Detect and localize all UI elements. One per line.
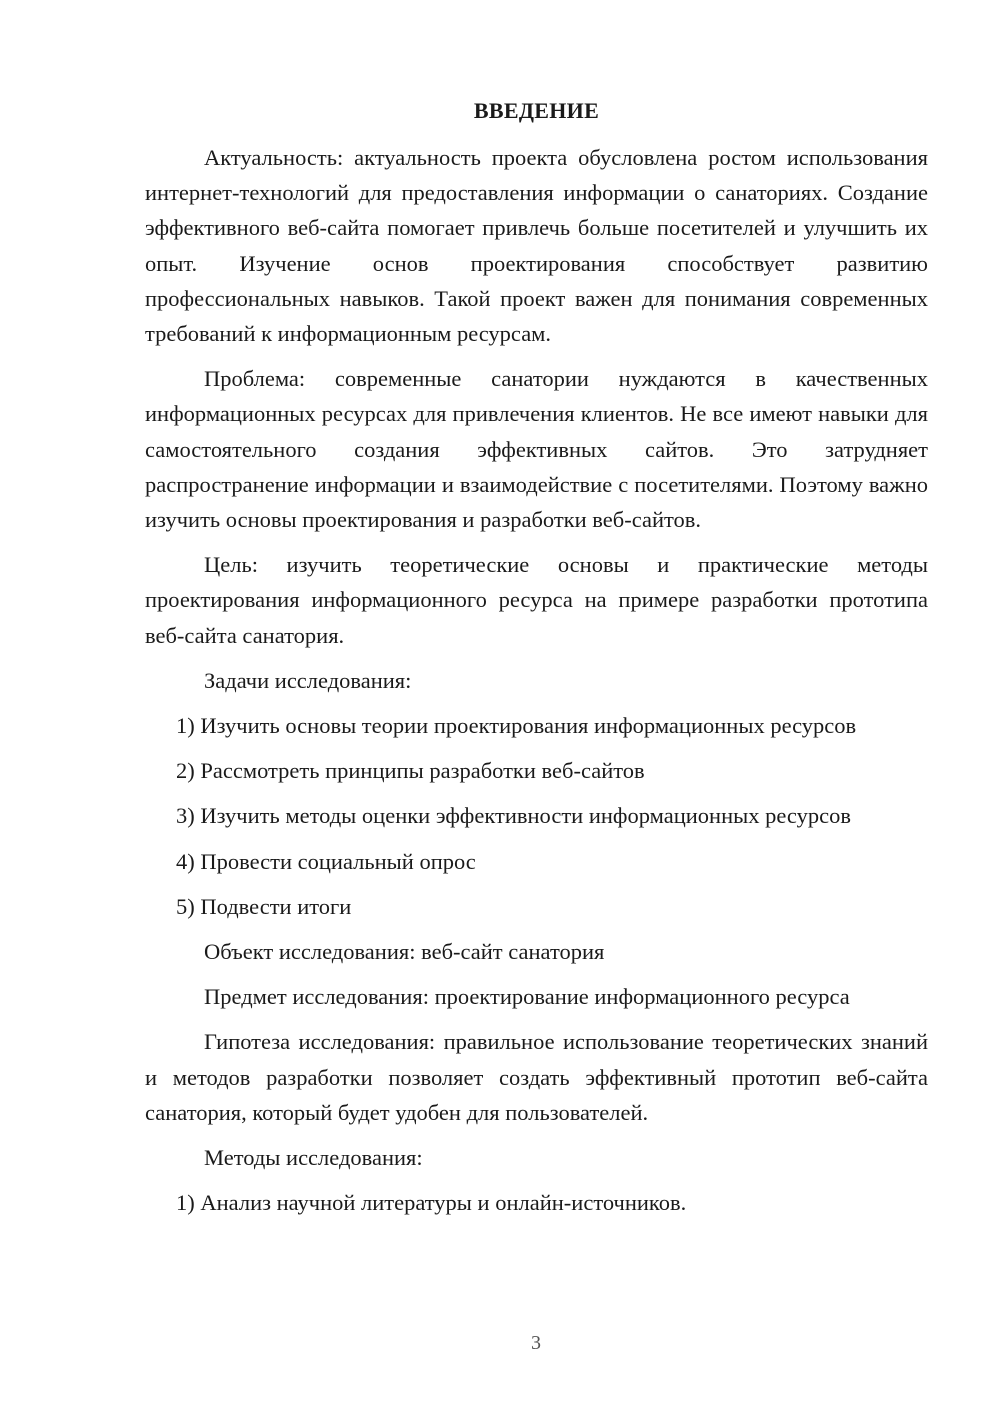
task-item: 4) Провести социальный опрос [176, 848, 476, 874]
tasks-heading: Задачи исследования: [204, 667, 412, 693]
method-item: 1) Анализ научной литературы и онлайн-источников. [176, 1190, 687, 1216]
methods-heading: Методы исследования: [204, 1145, 423, 1171]
goal-paragraph: Цель: изучить теоретические основы и практические методы проектирования информационного ресурса на примере разработки прототипа веб-сайта санатория. [145, 552, 928, 648]
page-number: 3 [531, 1332, 541, 1354]
page-content [145, 93, 928, 1230]
research-object: Объект исследования: веб-сайт санатория [204, 939, 605, 965]
task-item: 3) Изучить методы оценки эффективности информационных ресурсов [176, 803, 851, 829]
relevance-paragraph: Актуальность: актуальность проекта обусловлена ростом использования интернет-технологий для предоставления информации о санаториях. Создание эффективного веб-сайта помогает привлечь больше посетителей и улучшить их опыт. Изучение основ проектирования способствует развитию профессиональных навыков. Такой проект важен для понимания современных требований к информационным ресурсам. [145, 145, 928, 347]
task-item: 5) Подвести итоги [176, 893, 352, 919]
task-item: 2) Рассмотреть принципы разработки веб-сайтов [176, 758, 645, 784]
research-subject: Предмет исследования: проектирование информационного ресурса [204, 984, 850, 1010]
section-title: ВВЕДЕНИЕ [473, 98, 600, 123]
hypothesis-paragraph: Гипотеза исследования: правильное использование теоретических знаний и методов разработки позволяет создать эффективный прототип веб-сайта санатория, который будет удобен для пользователей. [145, 1029, 928, 1125]
task-item: 1) Изучить основы теории проектирования информационных ресурсов [176, 713, 857, 739]
problem-paragraph: Проблема: современные санатории нуждаются в качественных информационных ресурсах для привлечения клиентов. Не все имеют навыки для самостоятельного создания эффективных сайтов. Это затрудняет распространение информации и взаимодействие с посетителями. Поэтому важно изучить основы проектирования и разработки веб-сайтов. [145, 366, 928, 533]
